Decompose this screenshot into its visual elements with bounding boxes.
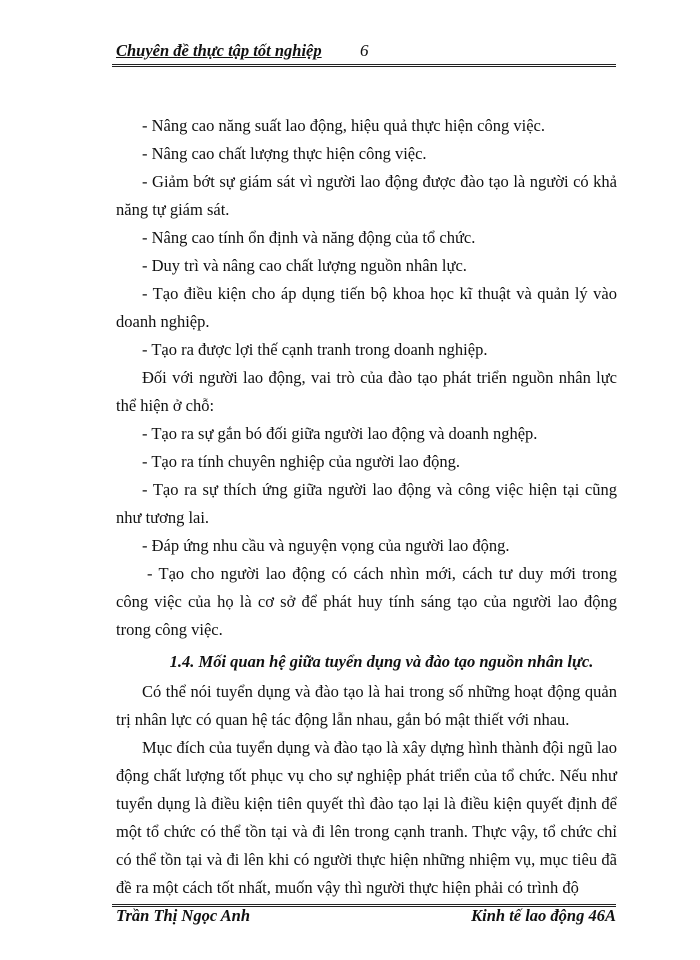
page-footer — [116, 906, 616, 930]
section-heading-wrap — [116, 648, 617, 676]
paragraph-4: - Nâng cao tính ổn định và năng động của tổ chức. — [142, 228, 476, 247]
paragraph-10: - Tạo ra tính chuyên nghiệp của người lao động. — [142, 452, 460, 471]
section-paragraph-2: Mục đích của tuyển dụng và đào tạo là xây dựng hình thành đội ngũ lao động chất lượng tốt phục vụ cho sự nghiệp phát triển của tổ chức. Nếu như tuyển dụng là điều kiện tiên quyết thì đào tạo lại là điều kiện quyết định để một tổ chức có thể tồn tại và đi lên trong cạnh tranh. Thực vậy, tổ chức chỉ có thể tồn tại và đi lên khi có người thực hiện những nhiệm vụ, mục tiêu đã đề ra một cách tốt nhất, muốn vậy thì người thực hiện phải có trình độ — [116, 738, 617, 897]
paragraph-13: - Tạo cho người lao động có cách nhìn mới, cách tư duy mới trong công việc của họ là cơ sở để phát huy tính sáng tạo của người lao động trong công việc. — [116, 564, 617, 639]
paragraph-6: - Tạo điều kiện cho áp dụng tiến bộ khoa học kĩ thuật và quản lý vào doanh nghiệp. — [116, 284, 617, 331]
paragraph-3: - Giảm bớt sự giám sát vì người lao động được đào tạo là người có khả năng tự giám sát. — [116, 172, 617, 219]
paragraph-5: - Duy trì và nâng cao chất lượng nguồn nhân lực. — [142, 256, 467, 275]
header-title: Chuyên đề thực tập tốt nghiệp — [116, 41, 322, 60]
paragraph-12: - Đáp ứng nhu cầu và nguyện vọng của người lao động. — [142, 536, 510, 555]
document-body — [116, 112, 617, 902]
paragraph-2: - Nâng cao chất lượng thực hiện công việc. — [142, 144, 427, 163]
section-heading: 1.4. Mối quan hệ giữa tuyển dụng và đào tạo nguồn nhân lực. — [169, 652, 594, 671]
page-number: 6 — [360, 41, 369, 60]
footer-author: Trần Thị Ngọc Anh — [116, 906, 251, 925]
paragraph-9: - Tạo ra sự gắn bó đối giữa người lao động và doanh nghệp. — [142, 424, 538, 443]
paragraph-7: - Tạo ra được lợi thế cạnh tranh trong doanh nghiệp. — [142, 340, 488, 359]
section-paragraph-1: Có thể nói tuyển dụng và đào tạo là hai trong số những hoạt động quản trị nhân lực có quan hệ tác động lẫn nhau, gắn bó mật thiết với nhau. — [116, 682, 617, 729]
paragraph-8: Đối với người lao động, vai trò của đào tạo phát triển nguồn nhân lực thể hiện ở chỗ: — [116, 368, 617, 415]
paragraph-11: - Tạo ra sự thích ứng giữa người lao động và công việc hiện tại cũng như tương lai. — [116, 480, 617, 527]
page-header — [116, 41, 616, 65]
paragraph-1: - Nâng cao năng suất lao động, hiệu quả thực hiện công việc. — [142, 116, 545, 135]
footer-class: Kinh tế lao động 46A — [471, 906, 616, 925]
header-rule — [112, 64, 616, 67]
